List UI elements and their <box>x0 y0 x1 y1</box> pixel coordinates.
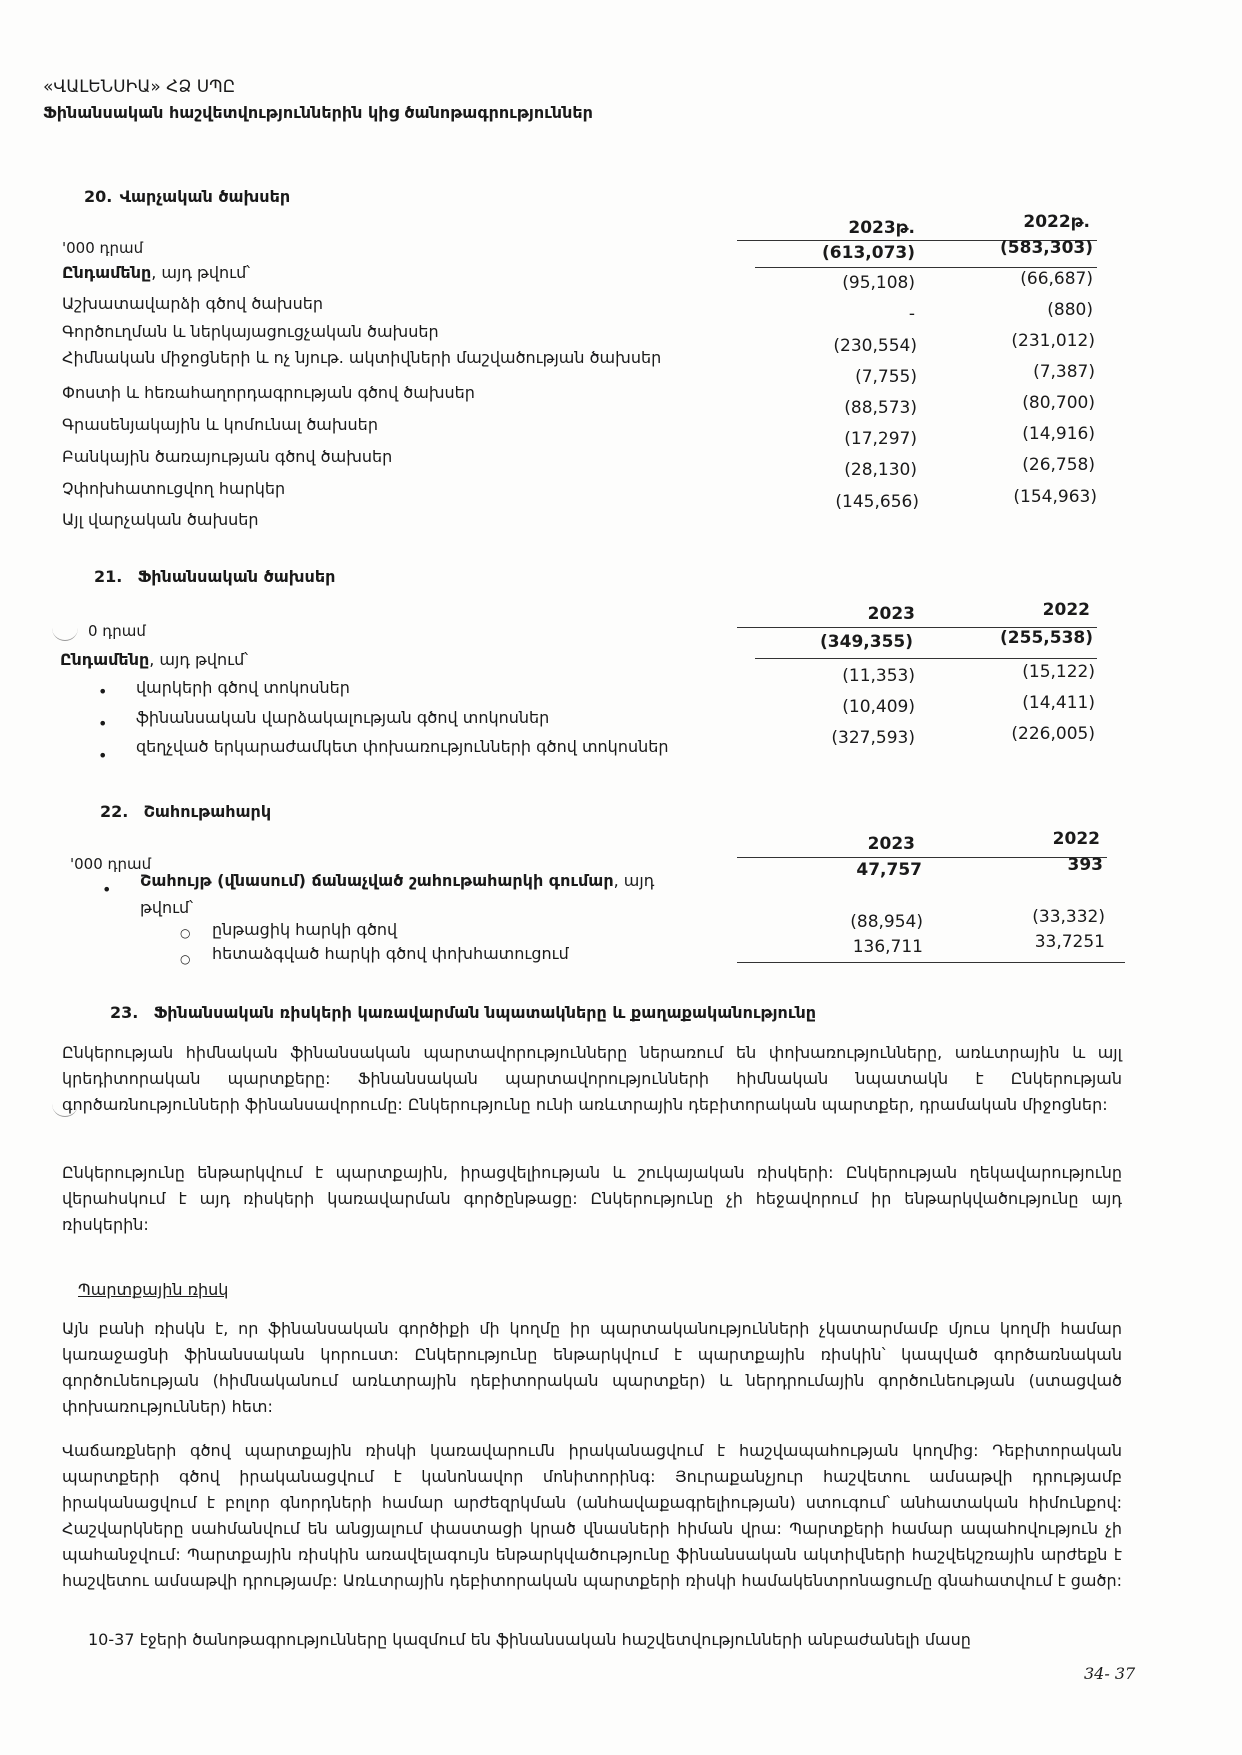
note20-total-2022: (583,303) <box>1000 238 1093 258</box>
note21-value-2023: (327,593) <box>831 728 915 748</box>
note22-value-2022: (33,332) <box>1032 907 1105 927</box>
note21-value-2022: (14,411) <box>1022 693 1095 713</box>
note20-value-2023: - <box>908 304 915 324</box>
circle-bullet-icon: ○ <box>180 926 191 940</box>
note21-col-2022: 2022 <box>1042 600 1090 620</box>
note21-row-label: ֆինանսական վարձակալության գծով տոկոսներ <box>136 708 550 727</box>
note20-value-2022: (154,963) <box>1013 487 1097 507</box>
note20-col-2022: 2022թ. <box>1023 212 1090 232</box>
note20-value-2023: (230,554) <box>833 336 917 356</box>
note20-value-2023: (17,297) <box>844 429 917 449</box>
note20-row-label: Աշխատավարձի գծով ծախսեր <box>62 294 323 313</box>
note20-value-2023: (7,755) <box>855 367 917 387</box>
note20-value-2023: (28,130) <box>844 460 917 480</box>
bullet-icon: • <box>98 682 108 701</box>
note23-title: 23. Ֆինանսական ռիսկերի կառավարման նպատակները և քաղաքականությունը <box>110 1003 817 1022</box>
note22-total-2023: 47,757 <box>856 860 922 880</box>
bullet-icon: • <box>102 880 112 899</box>
note22-row-label: հետաձգված հարկի գծով փոխհատուցում <box>212 944 569 963</box>
company-name: «ՎԱԼԵՆՍԻԱ» ՀՁ ՍՊԸ <box>43 77 236 97</box>
bullet-icon: • <box>98 714 108 733</box>
note21-value-2022: (15,122) <box>1022 662 1095 682</box>
note22-bottom-rule <box>737 962 1125 963</box>
note20-row-label: Փոստի և հեռահաղորդագրության գծով ծախսեր <box>62 383 475 402</box>
note20-value-2022: (26,758) <box>1022 455 1095 475</box>
note22-value-2023: 136,711 <box>852 937 923 957</box>
note22-value-2023: (88,954) <box>850 912 923 932</box>
credit-risk-heading: Պարտքային ռիսկ <box>78 1280 229 1299</box>
footer-note: 10-37 էջերի ծանոթագրությունները կազմում են ֆինանսական հաշվետվությունների անբաժանելի մասը <box>88 1630 971 1649</box>
note20-value-2022: (880) <box>1047 300 1093 320</box>
note20-value-2022: (80,700) <box>1022 393 1095 413</box>
note20-row-label: Հիմնական միջոցների և ոչ նյութ. ակտիվների մաշվածության ծախսեր <box>62 348 662 367</box>
bullet-icon: • <box>98 746 108 765</box>
note20-total-label: Ընդամենը, այդ թվում՝ <box>62 263 251 282</box>
note20-row-label: Այլ վարչական ծախսեր <box>62 510 259 529</box>
note20-unit: '000 դրամ <box>62 239 144 257</box>
note22-value-2022: 33,7251 <box>1034 932 1105 952</box>
note22-total-label-cont: թվում՝ <box>140 898 193 917</box>
scan-artifact <box>52 626 78 641</box>
note21-row-label: զեղչված երկարաժամկետ փոխառությունների գծով տոկոսներ <box>136 737 669 756</box>
note20-row-label: Գործուղման և ներկայացուցչական ծախսեր <box>62 322 439 341</box>
document-subtitle: Ֆինանսական հաշվետվություններին կից ծանոթագրություններ <box>43 103 593 122</box>
note21-title: 21. Ֆինանսական ծախսեր <box>94 567 336 586</box>
circle-bullet-icon: ○ <box>180 952 191 966</box>
note20-value-2022: (66,687) <box>1020 269 1093 289</box>
note21-value-2023: (10,409) <box>842 697 915 717</box>
note21-total-label: Ընդամենը, այդ թվում՝ <box>60 650 249 669</box>
note21-col-2023: 2023 <box>867 604 915 624</box>
note21-value-2023: (11,353) <box>842 666 915 686</box>
note22-row-label: ընթացիկ հարկի գծով <box>212 920 398 939</box>
note20-value-2022: (14,916) <box>1022 424 1095 444</box>
note22-col-2022: 2022 <box>1052 829 1100 849</box>
document-header <box>43 74 593 126</box>
note23-paragraph: Ընկերության հիմնական ֆինանսական պարտավորությունները ներառում են փոխառությունները, առևտրային և այլ կրեդիտորական պարտքերը: Ֆինանսական պարտավորությունների հիմնական նպատակն է Ընկերության գործառնությունների ֆինանսավորումը: Ընկերությունը ունի առևտրային դեբիտորական պարտքեր, դրամական միջոցներ: <box>62 1043 1122 1114</box>
note20-value-2023: (145,656) <box>835 492 919 512</box>
note20-value-2023: (95,108) <box>842 273 915 293</box>
note21-total-rule <box>755 658 1097 659</box>
note20-total-2023: (613,073) <box>822 243 915 263</box>
page-number: 34- 37 <box>1084 1664 1136 1683</box>
note23-paragraph: Ընկերությունը ենթարկվում է պարտքային, իրացվելիության և շուկայական ռիսկերի: Ընկերության ղեկավարությունը վերահսկում է այդ ռիսկերի կառավարման գործընթացը: Ընկերությունը չի հեջավորում իր ենթարկվածությունը այդ ռիսկերին: <box>62 1163 1122 1234</box>
note20-total-rule <box>755 267 1097 268</box>
note22-unit: '000 դրամ <box>70 855 152 873</box>
note21-total-2023: (349,355) <box>820 632 913 652</box>
note20-row-label: Գրասենյակային և կոմունալ ծախսեր <box>62 415 378 434</box>
note21-row-label: վարկերի գծով տոկոսներ <box>136 678 350 697</box>
note21-value-2022: (226,005) <box>1011 724 1095 744</box>
note20-row-label: Չփոխհատուցվող հարկեր <box>62 479 286 498</box>
note20-col-2023: 2023թ. <box>848 218 915 238</box>
credit-risk-paragraph: Վաճառքների գծով պարտքային ռիսկի կառավարումն իրականացվում է հաշվապահության կողմից: Դեբիտորական պարտքերի գծով իրականացվում է կանոնավոր մոնիտորինգ: Յուրաքանչյուր հաշվետու ամսաթվի դրությամբ իրականացվում է բոլոր գնորդների համար արժեզրկման (անհավաքագրելիության) ստուգում՝ անհատական հիմունքով: Հաշվարկները սահմանվում են անցյալում փաստացի կրած վնասների հիման վրա: Պարտքերի համար ապահովություն չի պահանջվում: Պարտքային ռիսկին առավելագույն ենթարկվածությունը ֆինանսական ակտիվների հաշվեկշռային արժեքն է հաշվետու ամսաթվի դրությամբ: Առևտրային դեբիտորական պարտքերի ռիսկի համակենտրոնացումը գնահատվում է ցածր: <box>62 1441 1122 1590</box>
note22-col-2023: 2023 <box>867 834 915 854</box>
note22-total-label: Շահույթ (վնասում) ճանաչված շահութահարկի գումար, այդ <box>140 871 655 890</box>
note20-value-2022: (231,012) <box>1011 331 1095 351</box>
note20-value-2022: (7,387) <box>1033 362 1095 382</box>
note22-title: 22. Շահութահարկ <box>100 802 272 821</box>
note20-row-label: Բանկային ծառայության գծով ծախսեր <box>62 447 393 466</box>
note20-value-2023: (88,573) <box>844 398 917 418</box>
note21-unit: 0 դրամ <box>88 622 146 640</box>
credit-risk-paragraph: Այն բանի ռիսկն է, որ ֆինանսական գործիքի մի կողմը իր պարտականությունների չկատարմամբ մյուս կողմի համար կառաջացնի ֆինանսական կորուստ: Ընկերությունը ենթարկվում է պարտքային ռիսկին՝ կապված գործառնական գործունեության (հիմնականում առևտրային դեբիտորական պարտքեր) և ներդրումային գործունեության (ստացված փոխառություններ) հետ: <box>62 1319 1122 1416</box>
note21-total-2022: (255,538) <box>1000 628 1093 648</box>
note22-total-2022: 393 <box>1067 855 1103 875</box>
note20-title: 20. Վարչական ծախսեր <box>84 187 291 206</box>
